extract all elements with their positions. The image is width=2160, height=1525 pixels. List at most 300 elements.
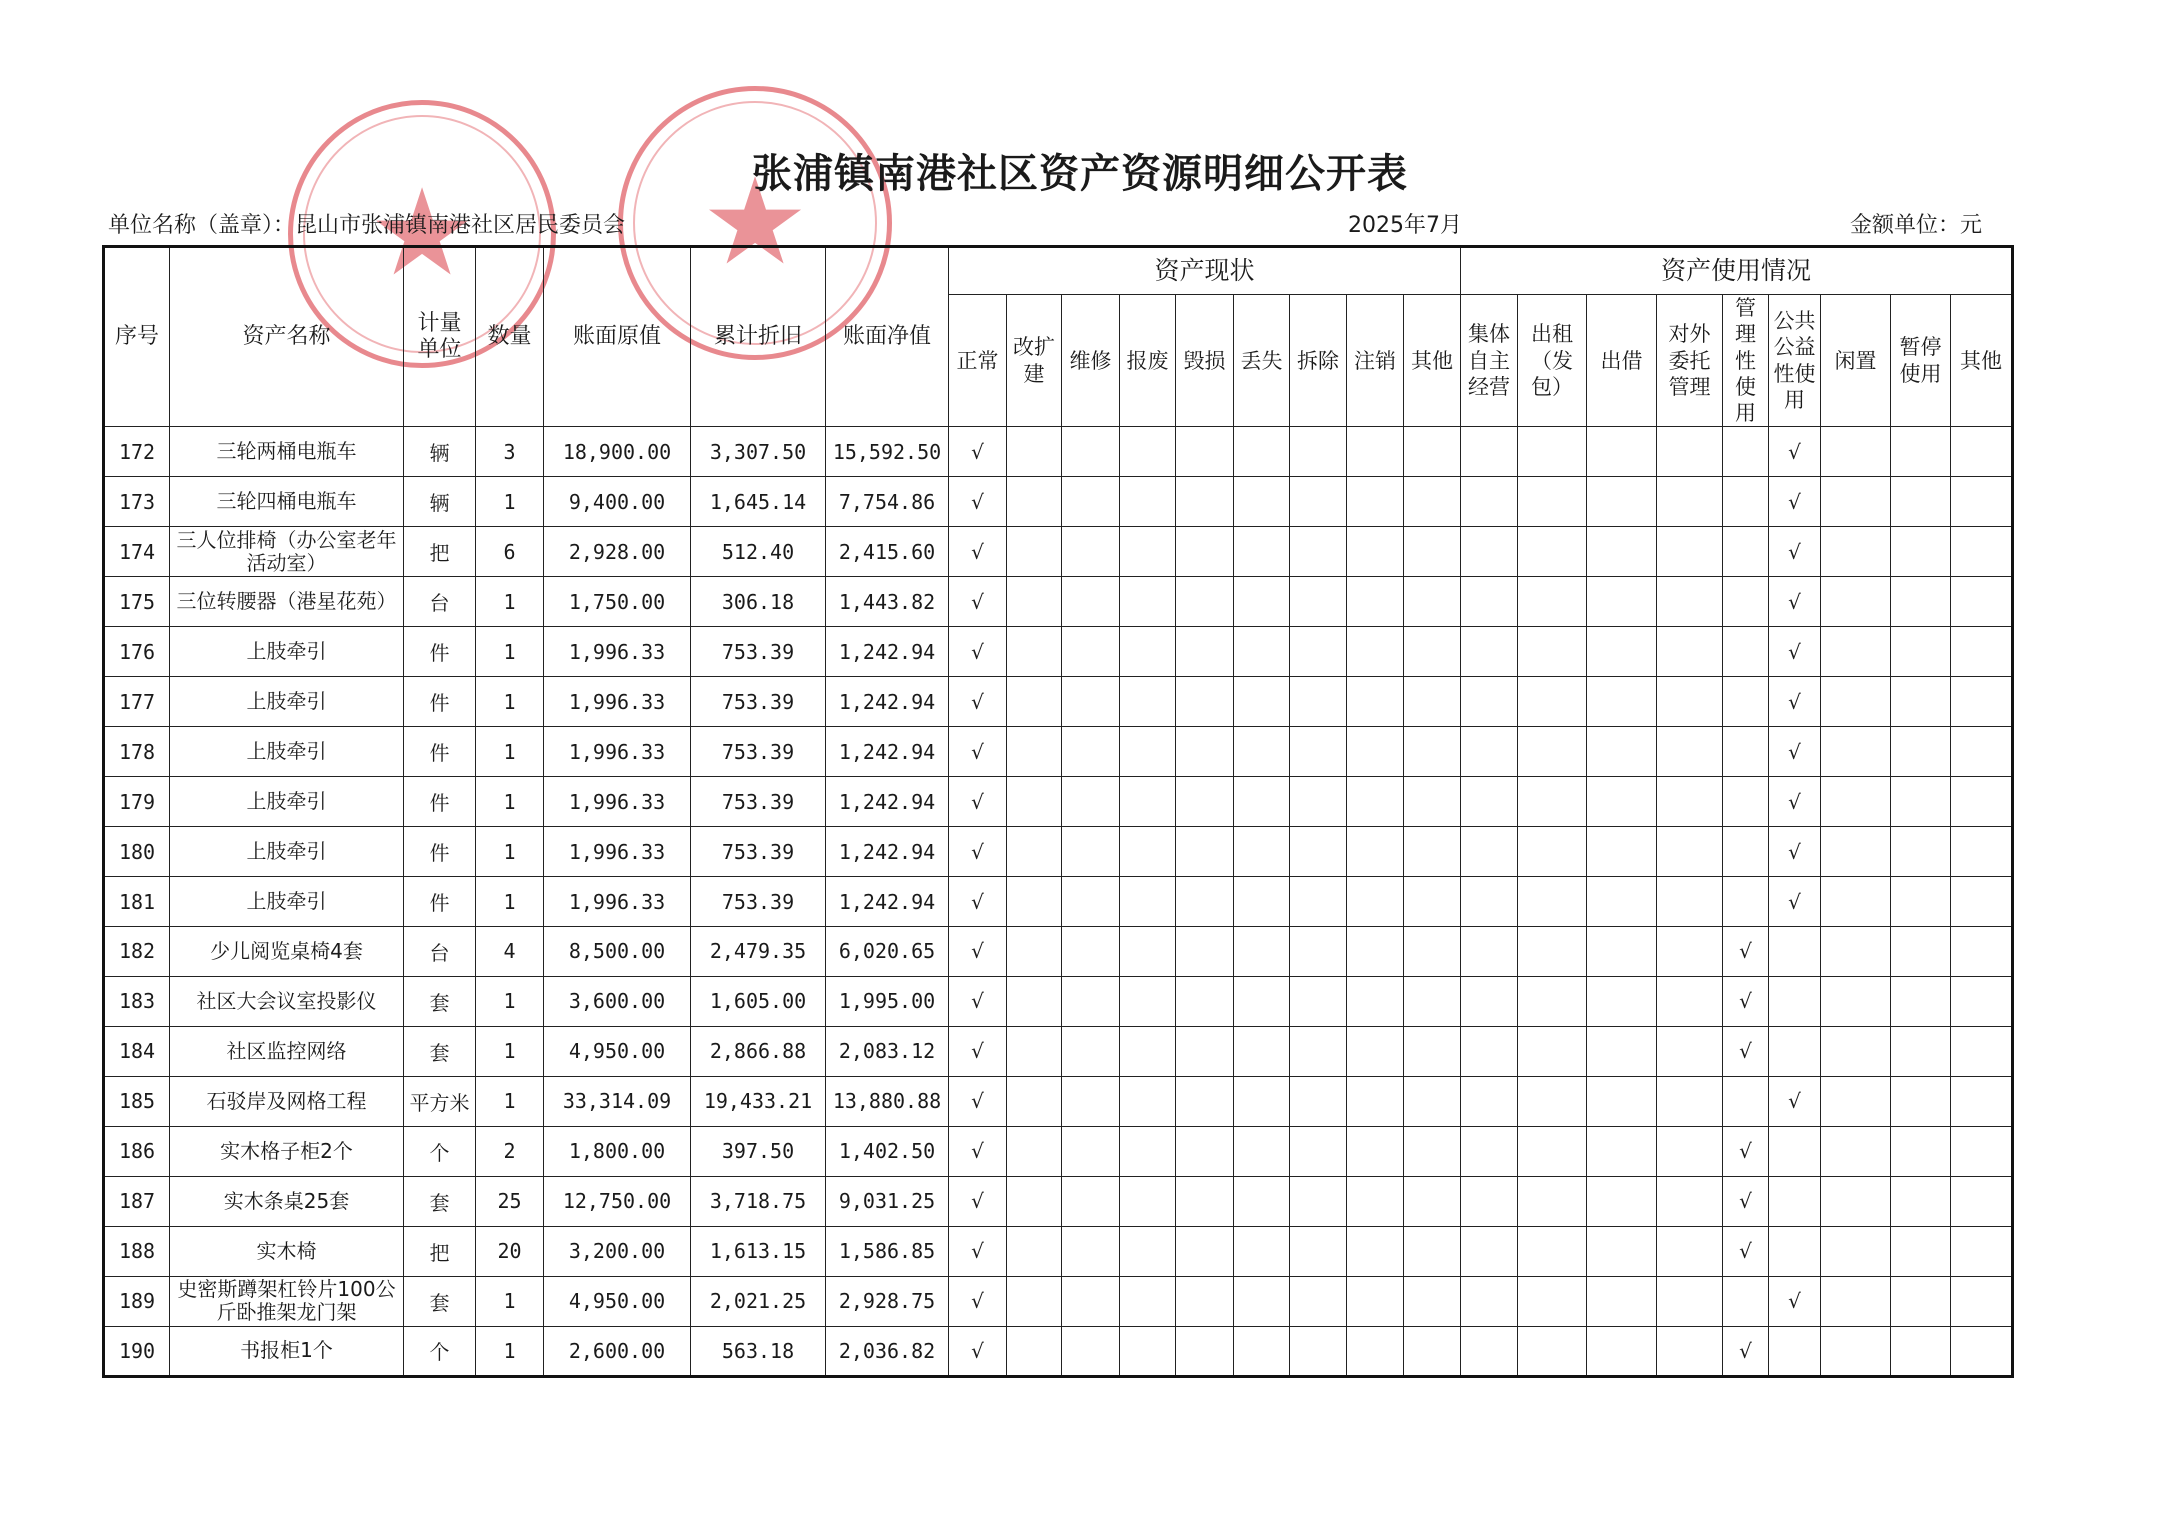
status-cell: [1176, 877, 1234, 927]
usage-cell: [1657, 627, 1723, 677]
usage-cell: [1518, 427, 1587, 477]
status-cell: [1062, 527, 1120, 577]
usage-cell: [1723, 777, 1769, 827]
asset-table-body: [104, 427, 2013, 1377]
status-cell: [1347, 1176, 1404, 1226]
row-quantity: 1: [476, 976, 544, 1026]
row-original-value: 9,400.00: [544, 477, 691, 527]
header-seq: 序号: [104, 247, 170, 427]
usage-cell: [1657, 727, 1723, 777]
status-cell: [1404, 527, 1461, 577]
status-cell: [1404, 1276, 1461, 1326]
header-net-value: 账面净值: [826, 247, 949, 427]
status-cell: [1007, 777, 1062, 827]
status-cell: [1007, 427, 1062, 477]
header-status-3: 报废: [1120, 295, 1176, 427]
status-cell: [1404, 427, 1461, 477]
status-check-mark: √: [949, 1276, 1007, 1326]
usage-cell: [1587, 427, 1657, 477]
status-cell: [1290, 877, 1347, 927]
row-net-value: 1,242.94: [826, 827, 949, 877]
status-cell: [1347, 926, 1404, 976]
row-original-value: 1,750.00: [544, 577, 691, 627]
usage-cell: [1657, 677, 1723, 727]
row-seq: 179: [104, 777, 170, 827]
status-cell: [1062, 477, 1120, 527]
row-quantity: 1: [476, 777, 544, 827]
usage-cell: [1951, 976, 2013, 1026]
header-original-value: 账面原值: [544, 247, 691, 427]
status-cell: [1404, 1126, 1461, 1176]
usage-cell: [1951, 1126, 2013, 1176]
status-cell: [1347, 527, 1404, 577]
status-cell: [1234, 877, 1290, 927]
status-cell: [1007, 1026, 1062, 1076]
usage-cell: [1821, 527, 1891, 577]
row-accumulated-depreciation: 753.39: [691, 677, 826, 727]
row-seq: 188: [104, 1226, 170, 1276]
status-cell: [1404, 627, 1461, 677]
row-quantity: 1: [476, 877, 544, 927]
row-asset-name: 三人位排椅（办公室老年活动室）: [170, 527, 404, 577]
status-cell: [1007, 727, 1062, 777]
status-cell: [1176, 1176, 1234, 1226]
status-check-mark: √: [949, 1026, 1007, 1076]
header-status-7: 注销: [1347, 295, 1404, 427]
status-cell: [1290, 926, 1347, 976]
usage-cell: [1587, 1326, 1657, 1376]
red-star-seal-icon: ★: [368, 164, 476, 303]
status-cell: [1347, 1226, 1404, 1276]
status-cell: [1347, 677, 1404, 727]
usage-cell: [1723, 577, 1769, 627]
status-cell: [1007, 627, 1062, 677]
usage-cell: [1587, 477, 1657, 527]
status-cell: [1176, 827, 1234, 877]
row-asset-name: 社区大会议室投影仪: [170, 976, 404, 1026]
usage-cell: [1657, 1076, 1723, 1126]
usage-cell: [1518, 1276, 1587, 1326]
table-row: [104, 827, 2013, 877]
status-cell: [1062, 1126, 1120, 1176]
usage-cell: [1461, 1026, 1518, 1076]
usage-cell: [1587, 727, 1657, 777]
table-row: [104, 777, 2013, 827]
row-unit: 辆: [404, 477, 476, 527]
status-cell: [1176, 577, 1234, 627]
usage-cell: [1461, 577, 1518, 627]
usage-cell: [1518, 677, 1587, 727]
usage-cell: [1657, 1126, 1723, 1176]
table-row: [104, 477, 2013, 527]
status-cell: [1176, 427, 1234, 477]
usage-cell: [1587, 1076, 1657, 1126]
row-asset-name: 史密斯蹲架杠铃片100公斤卧推架龙门架: [170, 1276, 404, 1326]
status-check-mark: √: [949, 677, 1007, 727]
usage-cell: [1518, 1326, 1587, 1376]
row-accumulated-depreciation: 1,605.00: [691, 976, 826, 1026]
usage-cell: [1821, 1076, 1891, 1126]
status-cell: [1120, 1076, 1176, 1126]
status-cell: [1176, 677, 1234, 727]
usage-cell: [1657, 1226, 1723, 1276]
status-cell: [1007, 926, 1062, 976]
status-cell: [1062, 1276, 1120, 1326]
status-cell: [1234, 727, 1290, 777]
table-row: [104, 1126, 2013, 1176]
status-cell: [1347, 477, 1404, 527]
status-cell: [1234, 627, 1290, 677]
usage-cell: [1821, 877, 1891, 927]
row-seq: 180: [104, 827, 170, 877]
usage-cell: [1587, 677, 1657, 727]
row-seq: 183: [104, 976, 170, 1026]
row-accumulated-depreciation: 753.39: [691, 827, 826, 877]
row-net-value: 2,415.60: [826, 527, 949, 577]
usage-cell: [1461, 926, 1518, 976]
usage-cell: [1769, 926, 1821, 976]
usage-cell: [1657, 1176, 1723, 1226]
row-asset-name: 少儿阅览桌椅4套: [170, 926, 404, 976]
status-cell: [1290, 1326, 1347, 1376]
usage-cell: [1891, 1276, 1951, 1326]
row-accumulated-depreciation: 753.39: [691, 877, 826, 927]
row-accumulated-depreciation: 1,613.15: [691, 1226, 826, 1276]
row-original-value: 18,900.00: [544, 427, 691, 477]
row-seq: 181: [104, 877, 170, 927]
status-cell: [1290, 777, 1347, 827]
status-cell: [1290, 1076, 1347, 1126]
status-cell: [1176, 976, 1234, 1026]
row-unit: 个: [404, 1126, 476, 1176]
row-original-value: 33,314.09: [544, 1076, 691, 1126]
usage-cell: [1461, 777, 1518, 827]
row-quantity: 1: [476, 577, 544, 627]
table-row: [104, 976, 2013, 1026]
row-original-value: 1,996.33: [544, 627, 691, 677]
status-cell: [1404, 677, 1461, 727]
usage-cell: [1587, 627, 1657, 677]
row-quantity: 1: [476, 1276, 544, 1326]
usage-cell: [1518, 1126, 1587, 1176]
usage-cell: [1723, 527, 1769, 577]
status-cell: [1176, 727, 1234, 777]
row-asset-name: 书报柜1个: [170, 1326, 404, 1376]
header-accumulated-depreciation: 累计折旧: [691, 247, 826, 427]
usage-cell: [1951, 627, 2013, 677]
status-cell: [1120, 1176, 1176, 1226]
row-quantity: 25: [476, 1176, 544, 1226]
row-asset-name: 石驳岸及网格工程: [170, 1076, 404, 1126]
usage-check-mark: √: [1769, 1076, 1821, 1126]
usage-cell: [1951, 577, 2013, 627]
row-net-value: 15,592.50: [826, 427, 949, 477]
row-accumulated-depreciation: 306.18: [691, 577, 826, 627]
row-net-value: 1,586.85: [826, 1226, 949, 1276]
row-net-value: 2,036.82: [826, 1326, 949, 1376]
row-asset-name: 上肢牵引: [170, 677, 404, 727]
row-accumulated-depreciation: 512.40: [691, 527, 826, 577]
status-cell: [1234, 1326, 1290, 1376]
usage-cell: [1951, 1076, 2013, 1126]
row-original-value: 2,600.00: [544, 1326, 691, 1376]
usage-cell: [1518, 1226, 1587, 1276]
usage-cell: [1657, 527, 1723, 577]
status-cell: [1234, 527, 1290, 577]
usage-cell: [1587, 1126, 1657, 1176]
row-unit: 套: [404, 1176, 476, 1226]
row-net-value: 1,242.94: [826, 877, 949, 927]
status-check-mark: √: [949, 877, 1007, 927]
status-cell: [1120, 877, 1176, 927]
status-check-mark: √: [949, 926, 1007, 976]
usage-check-mark: √: [1769, 827, 1821, 877]
usage-cell: [1723, 877, 1769, 927]
table-row: [104, 427, 2013, 477]
usage-cell: [1518, 827, 1587, 877]
usage-cell: [1723, 427, 1769, 477]
status-cell: [1176, 926, 1234, 976]
usage-check-mark: √: [1769, 627, 1821, 677]
row-accumulated-depreciation: 3,307.50: [691, 427, 826, 477]
usage-cell: [1723, 727, 1769, 777]
row-original-value: 1,996.33: [544, 777, 691, 827]
usage-cell: [1587, 1026, 1657, 1076]
status-cell: [1007, 976, 1062, 1026]
header-usage-7: 暂停使用: [1891, 295, 1951, 427]
status-check-mark: √: [949, 1326, 1007, 1376]
row-net-value: 9,031.25: [826, 1176, 949, 1226]
status-cell: [1290, 1276, 1347, 1326]
usage-cell: [1891, 677, 1951, 727]
usage-cell: [1461, 1176, 1518, 1226]
asset-table: [102, 245, 2014, 1378]
usage-cell: [1461, 877, 1518, 927]
status-check-mark: √: [949, 577, 1007, 627]
row-asset-name: 实木条桌25套: [170, 1176, 404, 1226]
row-quantity: 1: [476, 677, 544, 727]
usage-cell: [1461, 727, 1518, 777]
status-cell: [1120, 1226, 1176, 1276]
row-seq: 175: [104, 577, 170, 627]
usage-check-mark: √: [1723, 1226, 1769, 1276]
row-unit: 平方米: [404, 1076, 476, 1126]
status-cell: [1120, 627, 1176, 677]
row-seq: 182: [104, 926, 170, 976]
header-status-6: 拆除: [1290, 295, 1347, 427]
red-star-seal-icon: ★: [701, 153, 809, 292]
usage-cell: [1891, 727, 1951, 777]
usage-cell: [1657, 777, 1723, 827]
row-quantity: 3: [476, 427, 544, 477]
row-unit: 个: [404, 1326, 476, 1376]
status-cell: [1404, 976, 1461, 1026]
row-asset-name: 上肢牵引: [170, 877, 404, 927]
header-usage-4: 管理性使用: [1723, 295, 1769, 427]
status-cell: [1176, 477, 1234, 527]
status-cell: [1176, 777, 1234, 827]
usage-cell: [1518, 777, 1587, 827]
status-cell: [1007, 1226, 1062, 1276]
usage-cell: [1891, 877, 1951, 927]
usage-cell: [1951, 1276, 2013, 1326]
header-usage-0: 集体自主经营: [1461, 295, 1518, 427]
status-cell: [1404, 827, 1461, 877]
usage-cell: [1769, 976, 1821, 1026]
usage-cell: [1461, 1076, 1518, 1126]
header-asset-name: 资产名称: [170, 247, 404, 427]
usage-cell: [1587, 527, 1657, 577]
row-unit: 件: [404, 827, 476, 877]
status-cell: [1062, 1226, 1120, 1276]
row-accumulated-depreciation: 1,645.14: [691, 477, 826, 527]
usage-cell: [1891, 1026, 1951, 1076]
row-seq: 184: [104, 1026, 170, 1076]
row-quantity: 1: [476, 627, 544, 677]
status-cell: [1347, 827, 1404, 877]
usage-cell: [1461, 627, 1518, 677]
status-cell: [1176, 1126, 1234, 1176]
row-net-value: 1,242.94: [826, 627, 949, 677]
row-net-value: 1,402.50: [826, 1126, 949, 1176]
row-unit: 套: [404, 976, 476, 1026]
row-unit: 件: [404, 677, 476, 727]
usage-check-mark: √: [1723, 1026, 1769, 1076]
status-cell: [1062, 677, 1120, 727]
row-original-value: 12,750.00: [544, 1176, 691, 1226]
usage-cell: [1951, 877, 2013, 927]
status-cell: [1404, 577, 1461, 627]
row-net-value: 7,754.86: [826, 477, 949, 527]
row-accumulated-depreciation: 563.18: [691, 1326, 826, 1376]
row-unit: 把: [404, 1226, 476, 1276]
status-cell: [1120, 1126, 1176, 1176]
usage-cell: [1587, 877, 1657, 927]
status-cell: [1062, 427, 1120, 477]
header-status-4: 毁损: [1176, 295, 1234, 427]
row-unit: 件: [404, 727, 476, 777]
row-net-value: 1,242.94: [826, 777, 949, 827]
usage-check-mark: √: [1769, 577, 1821, 627]
status-check-mark: √: [949, 1126, 1007, 1176]
usage-cell: [1587, 926, 1657, 976]
usage-cell: [1891, 1176, 1951, 1226]
status-cell: [1062, 976, 1120, 1026]
usage-cell: [1891, 926, 1951, 976]
row-asset-name: 三轮两桶电瓶车: [170, 427, 404, 477]
usage-cell: [1821, 777, 1891, 827]
table-row: [104, 527, 2013, 577]
status-cell: [1404, 1026, 1461, 1076]
row-quantity: 1: [476, 727, 544, 777]
usage-cell: [1821, 427, 1891, 477]
money-unit-label: 金额单位：元: [1850, 213, 1983, 238]
row-net-value: 13,880.88: [826, 1076, 949, 1126]
row-accumulated-depreciation: 753.39: [691, 627, 826, 677]
status-cell: [1120, 976, 1176, 1026]
status-check-mark: √: [949, 1076, 1007, 1126]
status-cell: [1120, 527, 1176, 577]
row-quantity: 20: [476, 1226, 544, 1276]
usage-cell: [1951, 477, 2013, 527]
usage-cell: [1951, 1326, 2013, 1376]
table-row: [104, 727, 2013, 777]
usage-cell: [1821, 1326, 1891, 1376]
usage-cell: [1821, 577, 1891, 627]
header-status-2: 维修: [1062, 295, 1120, 427]
table-row: [104, 677, 2013, 727]
row-unit: 件: [404, 777, 476, 827]
usage-cell: [1821, 1276, 1891, 1326]
status-cell: [1290, 976, 1347, 1026]
usage-cell: [1518, 976, 1587, 1026]
status-cell: [1062, 827, 1120, 877]
usage-cell: [1821, 1176, 1891, 1226]
usage-cell: [1657, 577, 1723, 627]
table-row: [104, 627, 2013, 677]
table-row: [104, 1226, 2013, 1276]
row-seq: 172: [104, 427, 170, 477]
status-cell: [1062, 777, 1120, 827]
row-quantity: 1: [476, 477, 544, 527]
usage-cell: [1587, 577, 1657, 627]
status-cell: [1176, 1076, 1234, 1126]
header-status-8: 其他: [1404, 295, 1461, 427]
row-net-value: 1,242.94: [826, 677, 949, 727]
row-asset-name: 三位转腰器（港星花苑）: [170, 577, 404, 627]
status-cell: [1007, 677, 1062, 727]
usage-cell: [1821, 1226, 1891, 1276]
table-row: [104, 1276, 2013, 1326]
page-title: 张浦镇南港社区资产资源明细公开表: [752, 151, 1408, 197]
status-cell: [1347, 1076, 1404, 1126]
usage-cell: [1821, 677, 1891, 727]
row-original-value: 2,928.00: [544, 527, 691, 577]
row-quantity: 2: [476, 1126, 544, 1176]
usage-cell: [1723, 1276, 1769, 1326]
row-accumulated-depreciation: 753.39: [691, 777, 826, 827]
row-accumulated-depreciation: 2,479.35: [691, 926, 826, 976]
row-net-value: 1,995.00: [826, 976, 949, 1026]
usage-cell: [1891, 1226, 1951, 1276]
usage-cell: [1891, 477, 1951, 527]
usage-cell: [1518, 926, 1587, 976]
header-usage-5: 公共公益性使用: [1769, 295, 1821, 427]
usage-cell: [1821, 926, 1891, 976]
usage-cell: [1951, 777, 2013, 827]
usage-cell: [1821, 727, 1891, 777]
status-cell: [1176, 1326, 1234, 1376]
row-asset-name: 实木格子柜2个: [170, 1126, 404, 1176]
status-cell: [1120, 477, 1176, 527]
status-cell: [1347, 1326, 1404, 1376]
status-cell: [1007, 1076, 1062, 1126]
usage-cell: [1891, 527, 1951, 577]
table-row: [104, 877, 2013, 927]
status-check-mark: √: [949, 827, 1007, 877]
header-unit: 计量单位: [404, 247, 476, 427]
table-row: [104, 1176, 2013, 1226]
header-usage-6: 闲置: [1821, 295, 1891, 427]
usage-cell: [1769, 1226, 1821, 1276]
table-row: [104, 1326, 2013, 1376]
row-asset-name: 上肢牵引: [170, 777, 404, 827]
row-original-value: 1,996.33: [544, 727, 691, 777]
row-accumulated-depreciation: 753.39: [691, 727, 826, 777]
row-original-value: 1,996.33: [544, 827, 691, 877]
usage-check-mark: √: [1723, 976, 1769, 1026]
row-seq: 178: [104, 727, 170, 777]
